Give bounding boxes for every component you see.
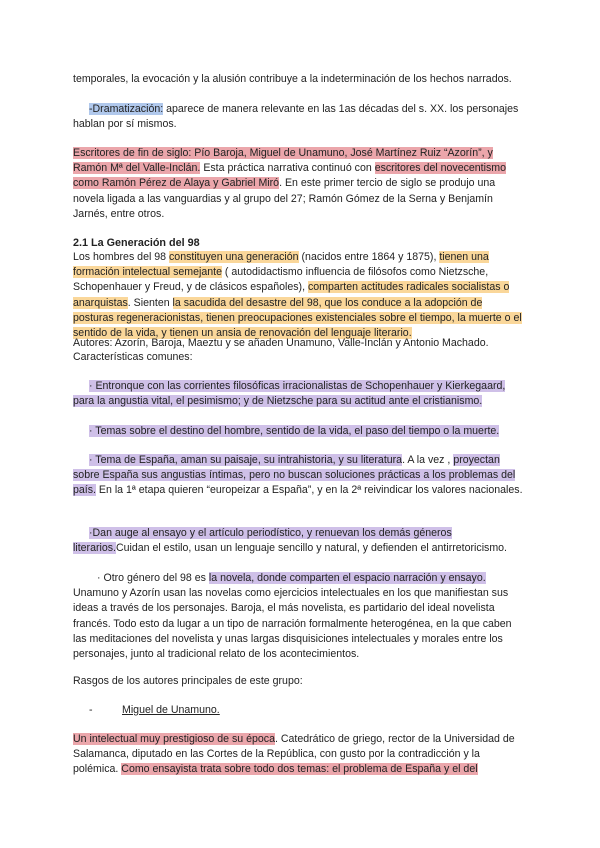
text-segment: Rasgos de los autores principales de este grupo: [73,675,303,687]
list-dash: - [89,704,93,716]
highlight-red: Escritores de fin de siglo: Pío Baroja, Miguel de Unamuno, José Martínez Ruiz “Azorín”, y Ramón Mª del Valle-Inclán. [73,147,493,175]
feature-novela [73,571,525,662]
highlight-red: Como ensayista trata sobre todo dos temas: el problema de España y el del [121,763,478,776]
paragraph-fin-de-siglo [73,146,525,222]
highlight-purple: · Tema de España, aman su paisaje, su intrahistoria, y su literatura [89,454,403,466]
text-segment: Autores: Azorín, Baroja, Maeztu y se añaden Unamuno, Valle-Inclán y Antonio Machado. [73,337,489,349]
highlight-purple: ·Dan auge al ensayo y el artículo periodístico, y renuevan los demás géneros literarios. [73,527,452,555]
highlight-red: Un intelectual muy prestigioso de su época [73,733,275,745]
text-segment: temporales, la evocación y la alusión contribuye a la indeterminación de los hechos narrados. [73,73,512,85]
highlight-purple: proyectan sobre España sus angustias íntimas, pero no buscan soluciones prácticas a los problemas del país. [73,454,516,497]
highlight-purple: · Entronque con las corrientes filosóficas irracionalistas de Schopenhauer y Kierkegaard, para la angustia vital, el pesimismo; y de Nietzsche para su actitud ante el cristianismo. [73,380,506,408]
feature-ensayo [73,526,525,556]
highlight-blue: -Dramatización: [89,103,164,115]
text-segment: Los hombres del 98 [73,251,169,263]
highlight-orange: tienen una formación intelectual semejante [73,251,489,279]
feature-irracionalismo [73,379,525,409]
text-segment: Cuidan el estilo, usan un lenguaje sencillo y natural, y defienden el antirretoricismo. [115,542,508,555]
text-segment: En la 1ª etapa quieren “europeizar a España”, y en la 2ª reivindicar los valores nacionales. [95,484,523,497]
text-segment: Esta práctica narrativa continuó con [200,162,375,175]
highlight-orange: comparten actitudes radicales socialistas o anarquistas [73,281,510,309]
text-segment: (nacidos entre 1864 y 1875), [298,251,440,263]
highlight-orange: constituyen una generación [169,251,299,263]
list-item [73,703,525,718]
text-segment: · Otro género del 98 es [97,572,209,584]
section-heading: 2.1 La Generación del 98 [73,237,200,249]
feature-temas-existenciales [73,424,525,439]
paragraph-unamuno [73,732,525,778]
highlight-orange: la sacudida del desastre del 98, que los conduce a la adopción de posturas regeneracionistas, tienen preocupaciones existenciales sobre el tiempo, la muerte o el sentido de la vida, y tienen un ansia de renovación del lenguaje literario. [73,296,522,340]
paragraph-rasgos [73,674,525,689]
paragraph-caracteristicas-title [73,350,525,365]
text-segment: . Catedrático de griego, rector de la Universidad de Salamanca, diputado en las Cortes de la República, con gusto por la contradicción y la polémica. [73,733,515,776]
highlight-purple: · Temas sobre el destino del hombre, sentido de la vida, el paso del tiempo o la muerte. [89,425,500,437]
highlight-purple: la novela, donde comparten el espacio narración y ensayo. [208,572,486,584]
feature-tema-espana [73,453,525,499]
text-segment: aparece de manera relevante en las 1as décadas del s. XX. los personajes hablan por sí mismos. [73,103,519,131]
text-segment: . A la vez , [402,454,454,466]
paragraph-narrative-techniques [73,72,525,87]
text-segment: . Sienten [127,296,173,309]
paragraph-generacion-98 [73,250,525,341]
highlight-red: escritores del novecentismo como Ramón Pérez de Alaya y Gabriel Miró [73,162,506,190]
paragraph-dramatizacion [73,102,525,132]
text-segment: Características comunes: [73,351,193,363]
text-segment: Unamuno y Azorín usan las novelas como ejercicios intelectuales en los que manifiestan sus ideas a través de los personajes. Baroja, el más novelista, es partidario del ideal novelista francés. Todo esto da lugar a un tipo de narración formalmente heterogénea, en la que caben las meditaciones del novelista y unas largas disquisiciones intelectuales y morales entre los personajes, junto al tradicional relato de los acontecimientos. [73,587,512,661]
text-segment: . En este primer tercio de siglo se produjo una novela ligada a las vanguardias y al grupo del 27; Ramón Gómez de la Serna y Benjamín Jarnés, entre otros. [73,177,496,220]
paragraph-autores [73,336,525,351]
text-segment: ( autodidactismo influencia de filósofos como Nietzsche, Schopenhauer y Freud, y de clásicos españoles), [73,266,489,294]
list-item-label: Miguel de Unamuno. [122,704,220,716]
